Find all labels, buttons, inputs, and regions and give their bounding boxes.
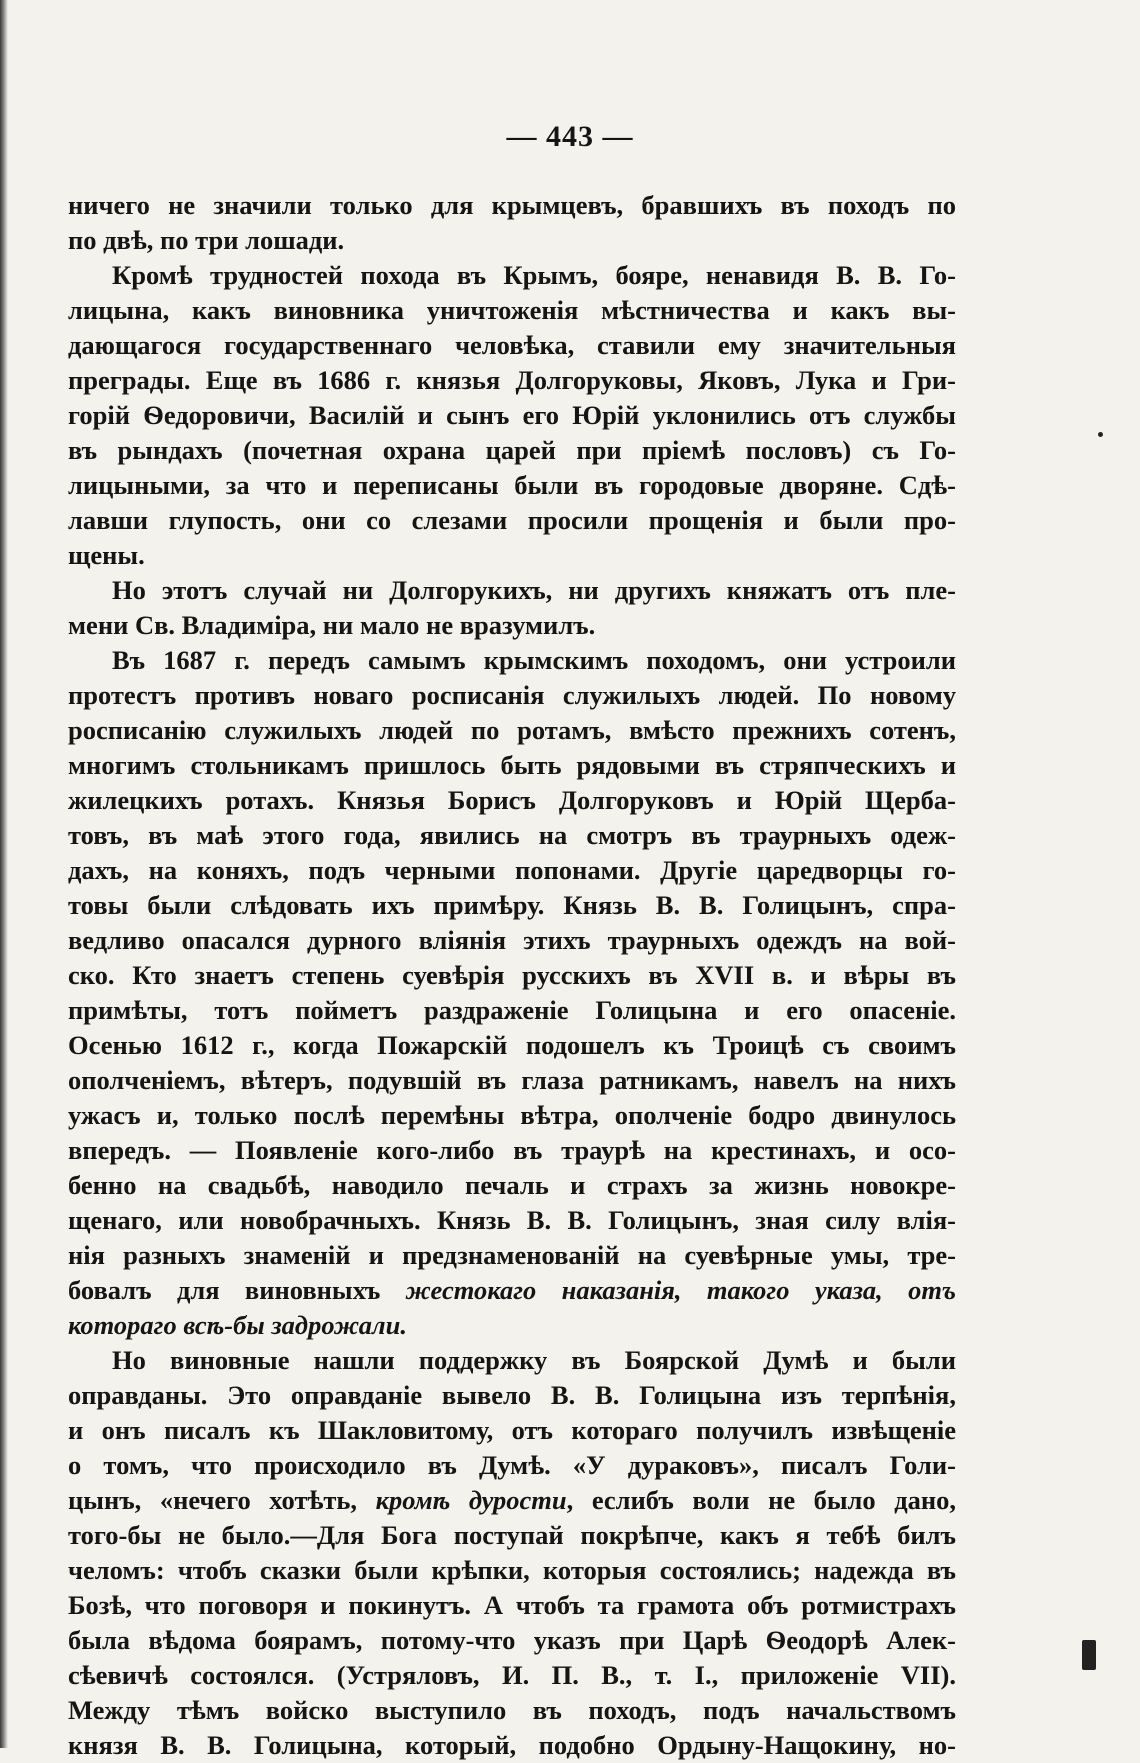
- line-text: лицыными, за что и переписаны были въ городовые дворяне. Сдѣ-: [68, 470, 956, 500]
- text-line: [68, 678, 956, 713]
- line-text: по двѣ, по три лошади.: [68, 225, 345, 255]
- line-text: ско. Кто знаетъ степень суевѣрія русскихъ въ XVII в. и вѣры въ: [68, 960, 956, 990]
- line-text: Осенью 1612 г., когда Пожарскій подошелъ къ Троицѣ съ своимъ: [68, 1030, 956, 1060]
- text-line: [68, 1518, 956, 1553]
- text-line: [68, 503, 956, 538]
- line-text: Между тѣмъ войско выступило въ походъ, подъ начальствомъ: [68, 1695, 956, 1725]
- line-text: ополченіемъ, вѣтеръ, подувшій въ глаза ратникамъ, навелъ на нихъ: [68, 1065, 956, 1095]
- line-text: оправданы. Это оправданіе вывело В. В. Голицына изъ терпѣнія,: [68, 1380, 956, 1410]
- text-line: [68, 293, 956, 328]
- text-line: [68, 748, 956, 783]
- text-line: [68, 1028, 956, 1063]
- text-line: [68, 223, 956, 258]
- line-text: Но виновные нашли поддержку въ Боярской Думѣ и были: [112, 1345, 956, 1375]
- text-line: [68, 1413, 956, 1448]
- text-line: [68, 1693, 956, 1728]
- line-text: щены.: [68, 540, 145, 570]
- text-line: [68, 398, 956, 433]
- text-line: [68, 258, 956, 293]
- body-text: [68, 188, 956, 1763]
- line-text: Но этотъ случай ни Долгорукихъ, ни другихъ княжатъ отъ пле-: [112, 575, 956, 605]
- text-line: [68, 1378, 956, 1413]
- text-line: [68, 1168, 956, 1203]
- text-line: [68, 1448, 956, 1483]
- line-text: преграды. Еще въ 1686 г. князья Долгоруковы, Яковъ, Лука и Гри-: [68, 365, 956, 395]
- line-text: Въ 1687 г. передъ самымъ крымскимъ походомъ, они устроили: [112, 645, 956, 675]
- line-text: примѣты, тотъ пойметъ раздраженіе Голицына и его опасеніе.: [68, 995, 956, 1025]
- text-line: [68, 1273, 956, 1308]
- line-text: цынъ, «нечего хотѣть,: [68, 1485, 376, 1515]
- text-line: [68, 1728, 956, 1763]
- line-text: Бозѣ, что поговоря и покинутъ. А чтобъ та грамота объ ротмистрахъ: [68, 1590, 956, 1620]
- line-text: бовалъ для виновныхъ: [68, 1275, 406, 1305]
- line-text: сѣевичѣ состоялся. (Устряловъ, И. П. В., т. I., приложеніе VII).: [68, 1660, 956, 1690]
- text-line: [68, 1623, 956, 1658]
- line-text: въ рындахъ (почетная охрана царей при пріемѣ пословъ) съ Го-: [68, 435, 956, 465]
- text-line: [68, 468, 956, 503]
- line-text: товы были слѣдовать ихъ примѣру. Князь В. В. Голицынъ, спра-: [68, 890, 956, 920]
- text-line: [68, 713, 956, 748]
- page-left-edge-shadow: [0, 0, 8, 1748]
- line-text: Кромѣ трудностей похода въ Крымъ, бояре, ненавидя В. В. Го-: [112, 260, 956, 290]
- line-text: росписанію служилыхъ людей по ротамъ, вмѣсто прежнихъ сотенъ,: [68, 715, 956, 745]
- line-text: , еслибъ воли не было дано,: [566, 1485, 957, 1515]
- line-text: ничего не значили только для крымцевъ, бравшихъ въ походъ по: [68, 190, 956, 220]
- text-line: [68, 1483, 956, 1518]
- line-text: щенаго, или новобрачныхъ. Князь В. В. Голицынъ, зная силу влія-: [68, 1205, 956, 1235]
- line-text: и онъ писалъ къ Шакловитому, отъ котораго получилъ извѣщеніе: [68, 1415, 956, 1445]
- text-line: [68, 1238, 956, 1273]
- text-line: [68, 1343, 956, 1378]
- margin-ink-mark: [1082, 1640, 1096, 1670]
- text-line: [68, 1133, 956, 1168]
- text-line: [68, 608, 956, 643]
- text-line: [68, 923, 956, 958]
- text-line: [68, 1098, 956, 1133]
- text-line: [68, 328, 956, 363]
- text-line: [68, 573, 956, 608]
- text-line: [68, 993, 956, 1028]
- text-line: [68, 1203, 956, 1238]
- line-text: о томъ, что происходило въ Думѣ. «У дураковъ», писалъ Голи-: [68, 1450, 956, 1480]
- text-line: [68, 188, 956, 223]
- text-line: [68, 853, 956, 888]
- text-line: [68, 363, 956, 398]
- line-text: ведливо опасался дурного вліянія этихъ траурныхъ одеждъ на вой-: [68, 925, 956, 955]
- line-text: лицына, какъ виновника уничтоженія мѣстничества и какъ вы-: [68, 295, 956, 325]
- line-text: многимъ стольникамъ пришлось быть рядовыми въ стряпческихъ и: [68, 750, 956, 780]
- text-line: [68, 433, 956, 468]
- text-line: [68, 1553, 956, 1588]
- line-text: ужасъ и, только послѣ перемѣны вѣтра, ополченіе бодро двинулось: [68, 1100, 956, 1130]
- line-text: нія разныхъ знаменій и предзнаменованій на суевѣрные умы, тре-: [68, 1240, 956, 1270]
- line-text: жилецкихъ ротахъ. Князья Борисъ Долгоруковъ и Юрій Щерба-: [68, 785, 956, 815]
- line-text: того-бы не было.—Для Бога поступай покрѣпче, какъ я тебѣ билъ: [68, 1520, 956, 1550]
- line-text: товъ, въ маѣ этого года, явились на смотръ въ траурныхъ одеж-: [68, 820, 956, 850]
- text-line: [68, 1588, 956, 1623]
- text-line: [68, 643, 956, 678]
- line-text: была вѣдома боярамъ, потому-что указъ при Царѣ Ѳеодорѣ Алек-: [68, 1625, 956, 1655]
- line-text: горій Ѳедоровичи, Василій и сынъ его Юрій уклонились отъ службы: [68, 400, 956, 430]
- emphasized-text: жестокаго наказанія, такого указа, отъ: [405, 1275, 956, 1305]
- text-line: [68, 538, 956, 573]
- line-text: дахъ, на коняхъ, подъ черными попонами. Другіе царедворцы го-: [68, 855, 956, 885]
- emphasized-text: кромѣ дурости: [375, 1485, 567, 1515]
- line-text: впередъ. — Появленіе кого-либо въ траурѣ на крестинахъ, и осо-: [68, 1135, 956, 1165]
- text-line: [68, 888, 956, 923]
- line-text: князя В. В. Голицына, который, подобно Ордыну-Нащокину, но-: [68, 1730, 956, 1760]
- text-line: [68, 1063, 956, 1098]
- page-number: — 443 —: [506, 120, 634, 153]
- text-line: [68, 818, 956, 853]
- line-text: протестъ противъ новаго росписанія служилыхъ людей. По новому: [68, 680, 956, 710]
- line-text: челомъ: чтобъ сказки были крѣпки, которыя состоялись; надежда въ: [68, 1555, 956, 1585]
- text-line: [68, 958, 956, 993]
- text-line: [68, 783, 956, 818]
- text-line: [68, 1658, 956, 1693]
- margin-speck: [1098, 432, 1103, 437]
- text-line: [68, 1308, 956, 1343]
- line-text: лавши глупость, они со слезами просили прощенія и были про-: [68, 505, 956, 535]
- line-text: дающагося государственнаго человѣка, ставили ему значительныя: [68, 330, 956, 360]
- line-text: бенно на свадьбѣ, наводило печаль и страхъ за жизнь новокре-: [68, 1170, 956, 1200]
- line-text: мени Св. Владиміра, ни мало не вразумилъ.: [68, 610, 596, 640]
- emphasized-text: котораго всѣ-бы задрожали.: [68, 1310, 408, 1340]
